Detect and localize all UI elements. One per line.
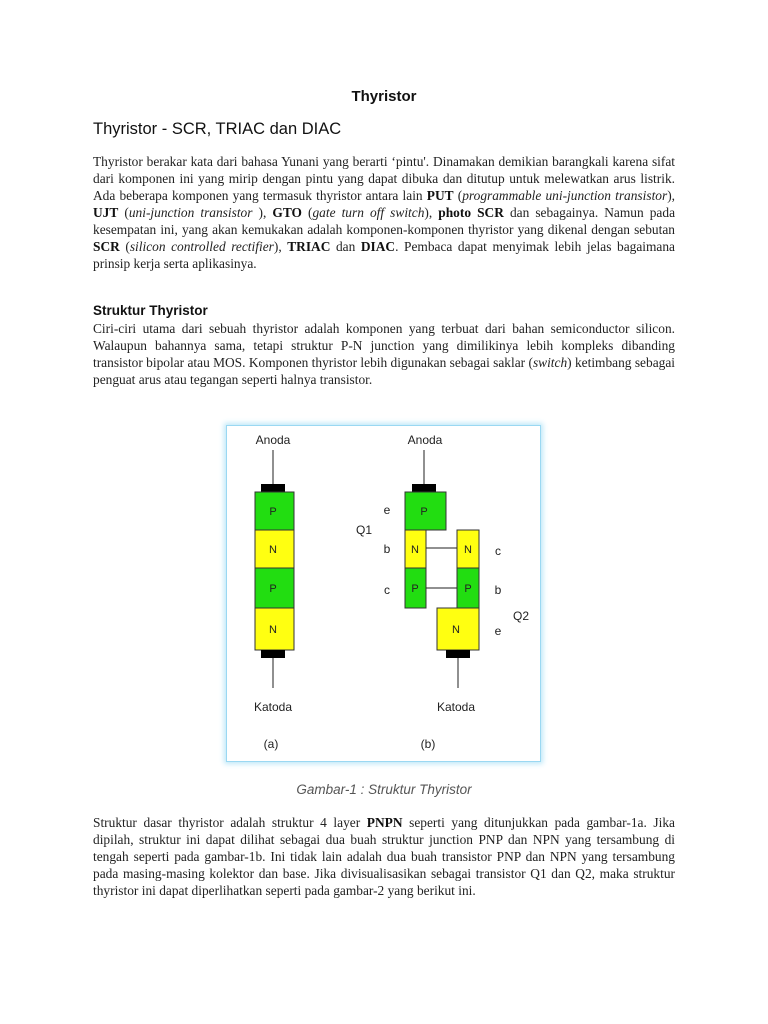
structure-diagram (227, 426, 540, 761)
q2-layer-1-label: N (464, 544, 472, 556)
q2-emitter-label: e (494, 624, 502, 638)
term-triac: TRIAC (287, 239, 331, 254)
intro-text: ( (118, 205, 129, 220)
closing-text: Struktur dasar thyristor adalah struktur 4 layer (93, 815, 367, 830)
intro-text: ( (119, 239, 130, 254)
figure-label-a: (a) (263, 737, 279, 751)
section-heading: Struktur Thyristor (93, 303, 208, 318)
intro-text: ), (252, 205, 273, 220)
intro-text: dan (330, 239, 361, 254)
layer-a-2-label: N (269, 544, 277, 556)
q2-base-label: b (494, 583, 502, 597)
page-title: Thyristor (351, 88, 417, 105)
q1-base-label: b (383, 542, 391, 556)
intro-text: ( (301, 205, 313, 220)
cathode-label-b: Katoda (436, 700, 476, 714)
intro-text: ( (453, 188, 463, 203)
q1-layer-2-label: N (411, 544, 419, 556)
term-gto-full: gate turn off switch (312, 205, 425, 220)
term-put-full: programmable uni-junction transistor (462, 188, 668, 203)
term-diac: DIAC (360, 239, 396, 254)
q2-layer-3-label: N (452, 624, 460, 636)
term-photo-scr: photo SCR (438, 205, 504, 220)
cathode-terminal-a (261, 650, 285, 658)
figure-caption: Gambar-1 : Struktur Thyristor (296, 782, 472, 797)
structure-text: Ciri-ciri utama dari sebuah thyristor adalah komponen yang terbuat dari bahan semiconductor silicon. Walaupun bahannya sama, tetapi struktur P-N junction yang dimilikinya lebih kompleks dibanding transistor bipolar atau MOS. Komponen thyristor lebih digunakan sebagai saklar ( (93, 321, 675, 370)
q1-layer-1-label: P (420, 506, 428, 518)
term-scr-full: silicon controlled rectifier (129, 239, 274, 254)
cathode-terminal-b (446, 650, 470, 658)
term-gto: GTO (272, 205, 302, 220)
term-scr: SCR (93, 239, 120, 254)
term-ujt: UJT (93, 205, 119, 220)
anode-label-a: Anoda (255, 433, 291, 447)
anode-label-b: Anoda (407, 433, 443, 447)
q2-layer-2-label: P (464, 583, 472, 595)
intro-text: ), (667, 188, 676, 203)
closing-paragraph (93, 814, 675, 899)
q2-collector-label: c (495, 544, 501, 558)
intro-paragraph (93, 153, 675, 272)
layer-a-1-label: P (269, 506, 277, 518)
term-pnpn: PNPN (366, 815, 403, 830)
term-switch: switch (532, 355, 568, 370)
anode-terminal-b (412, 484, 436, 492)
q2-label: Q2 (512, 609, 530, 623)
term-ujt-full: uni-junction transistor (128, 205, 253, 220)
structure-paragraph (93, 320, 675, 388)
q1-layer-3-label: P (411, 583, 419, 595)
article-subtitle: Thyristor - SCR, TRIAC dan DIAC (93, 120, 342, 138)
cathode-label-a: Katoda (253, 700, 293, 714)
layer-a-3-label: P (269, 583, 277, 595)
anode-terminal-a (261, 484, 285, 492)
q1-emitter-label: e (383, 503, 391, 517)
term-put: PUT (426, 188, 454, 203)
intro-text: ), (273, 239, 288, 254)
q1-label: Q1 (355, 523, 373, 537)
figure-label-b: (b) (420, 737, 436, 751)
structure-text: ) ketimbang sebagai penguat arus atau tegangan seperti halnya transistor. (93, 355, 676, 387)
q1-collector-label: c (384, 583, 390, 597)
intro-text: dan sebagainya. Namun pada kesempatan ini, yang akan kemukakan adalah komponen-komponen thyristor yang dikenal dengan sebutan (93, 205, 676, 237)
intro-text: . Pembaca dapat menyimak lebih jelas bagaimana prinsip kerja serta aplikasinya. (93, 239, 675, 271)
intro-text: Thyristor berakar kata dari bahasa Yunani yang berarti ‘pintu'. Dinamakan demikian barangkali karena sifat dari komponen ini yang mirip dengan pintu yang dapat dibuka dan ditutup untuk melewatkan arus listrik. Ada beberapa komponen yang termasuk thyristor antara lain (93, 154, 675, 203)
layer-a-4-label: N (269, 624, 277, 636)
closing-text: seperti yang ditunjukkan pada gambar-1a. Jika dipilah, struktur ini dapat dilihat sebagai dua buah struktur junction PNP dan NPN yang tersambung di tengah seperti pada gambar-1b. Ini tidak lain adalah dua buah transistor PNP dan NPN yang tersambung pada masing-masing kolektor dan base. Jika divisualisasikan sebagai transistor Q1 dan Q2, maka struktur thyristor ini dapat diperlihatkan seperti pada gambar-2 yang berikut ini. (93, 815, 675, 898)
thyristor-structure-figure (227, 426, 540, 761)
intro-text: ), (424, 205, 439, 220)
